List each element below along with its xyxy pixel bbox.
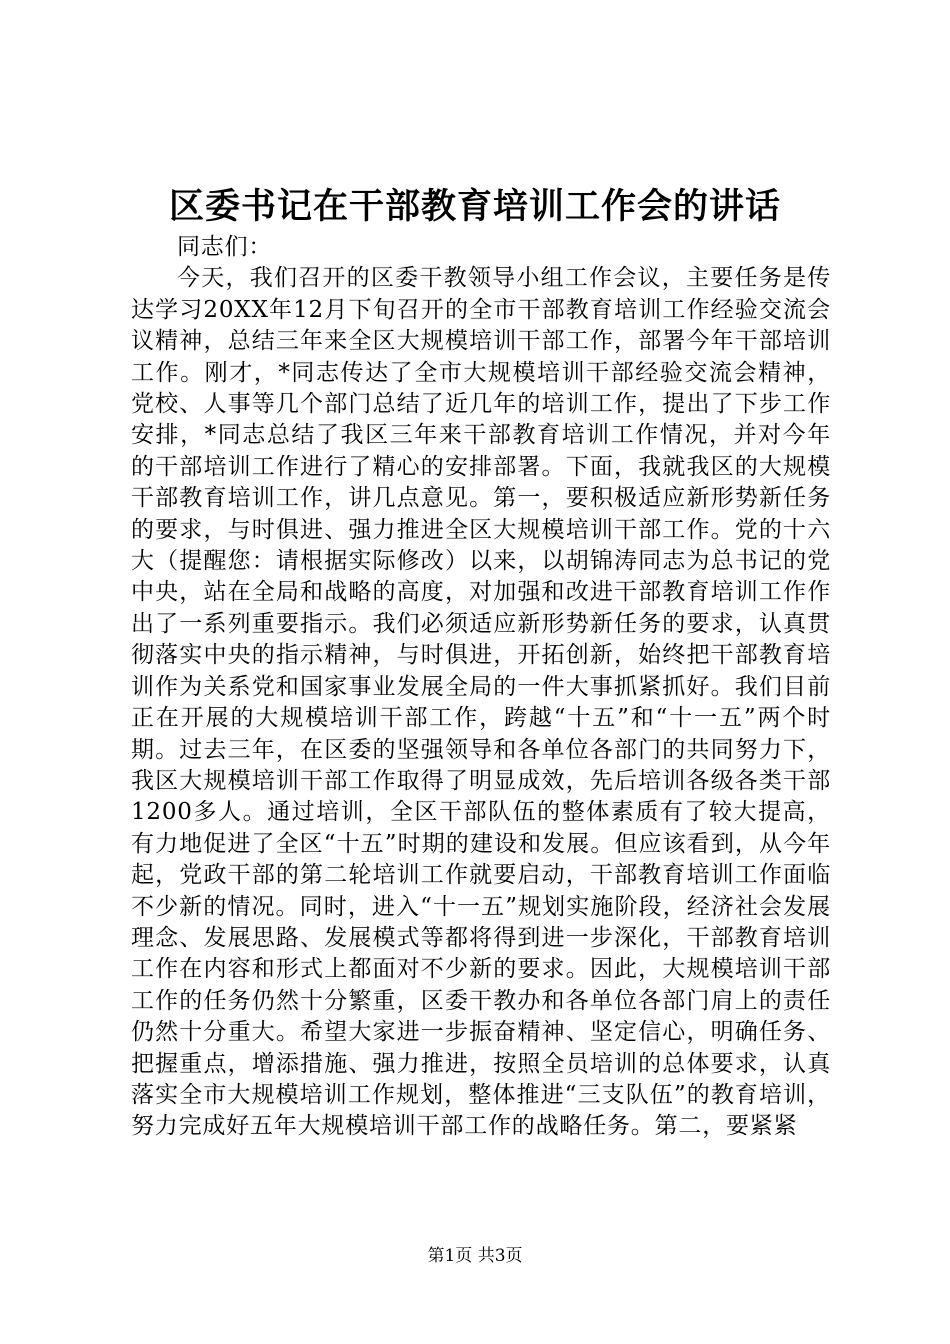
salutation: 同志们： xyxy=(177,234,273,260)
document-body xyxy=(131,232,831,1143)
page-footer: 第1页 共3页 xyxy=(427,1246,523,1266)
body-paragraph: 今天，我们召开的区委干教领导小组工作会议，主要任务是传达学习20XX年12月下旬召开的全市干部教育培训工作经验交流会议精神，总结三年来全区大规模培训干部工作，部署今年干部培训工作。刚才，*同志传达了全市大规模培训干部经验交流会精神，党校、人事等几个部门总结了近几年的培训工作，提出了下步工作安排，*同志总结了我区三年来干部教育培训工作情况，并对今年的干部培训工作进行了精心的安排部署。下面，我就我区的大规模干部教育培训工作，讲几点意见。第一，要积极适应新形势新任务的要求，与时俱进、强力推进全区大规模培训干部工作。党的十六大（提醒您：请根据实际修改）以来，以胡锦涛同志为总书记的党中央，站在全局和战略的高度，对加强和改进干部教育培训工作作出了一系列重要指示。我们必须适应新形势新任务的要求，认真贯彻落实中央的指示精神，与时俱进，开拓创新，始终把干部教育培训作为关系党和国家事业发展全局的一件大事抓紧抓好。我们目前正在开展的大规模培训干部工作，跨越“十五”和“十一五”两个时期。过去三年，在区委的坚强领导和各单位各部门的共同努力下，我区大规模培训干部工作取得了明显成效，先后培训各级各类干部1200多人。通过培训，全区干部队伍的整体素质有了较大提高，有力地促进了全区“十五”时期的建设和发展。但应该看到，从今年起，党政干部的第二轮培训工作就要启动，干部教育培训工作面临不少新的情况。同时，进入“十一五”规划实施阶段，经济社会发展理念、发展思路、发展模式等都将得到进一步深化，干部教育培训工作在内容和形式上都面对不少新的要求。因此，大规模培训干部工作的任务仍然十分繁重，区委干教办和各单位各部门肩上的责任仍然十分重大。希望大家进一步振奋精神、坚定信心，明确任务、把握重点，增添措施、强力推进，按照全员培训的总体要求，认真落实全市大规模培训工作规划，整体推进“三支队伍”的教育培训，努力完成好五年大规模培训干部工作的战略任务。第二，要紧紧 xyxy=(131,265,831,1140)
document-title: 区委书记在干部教育培训工作会的讲话 xyxy=(168,186,781,227)
